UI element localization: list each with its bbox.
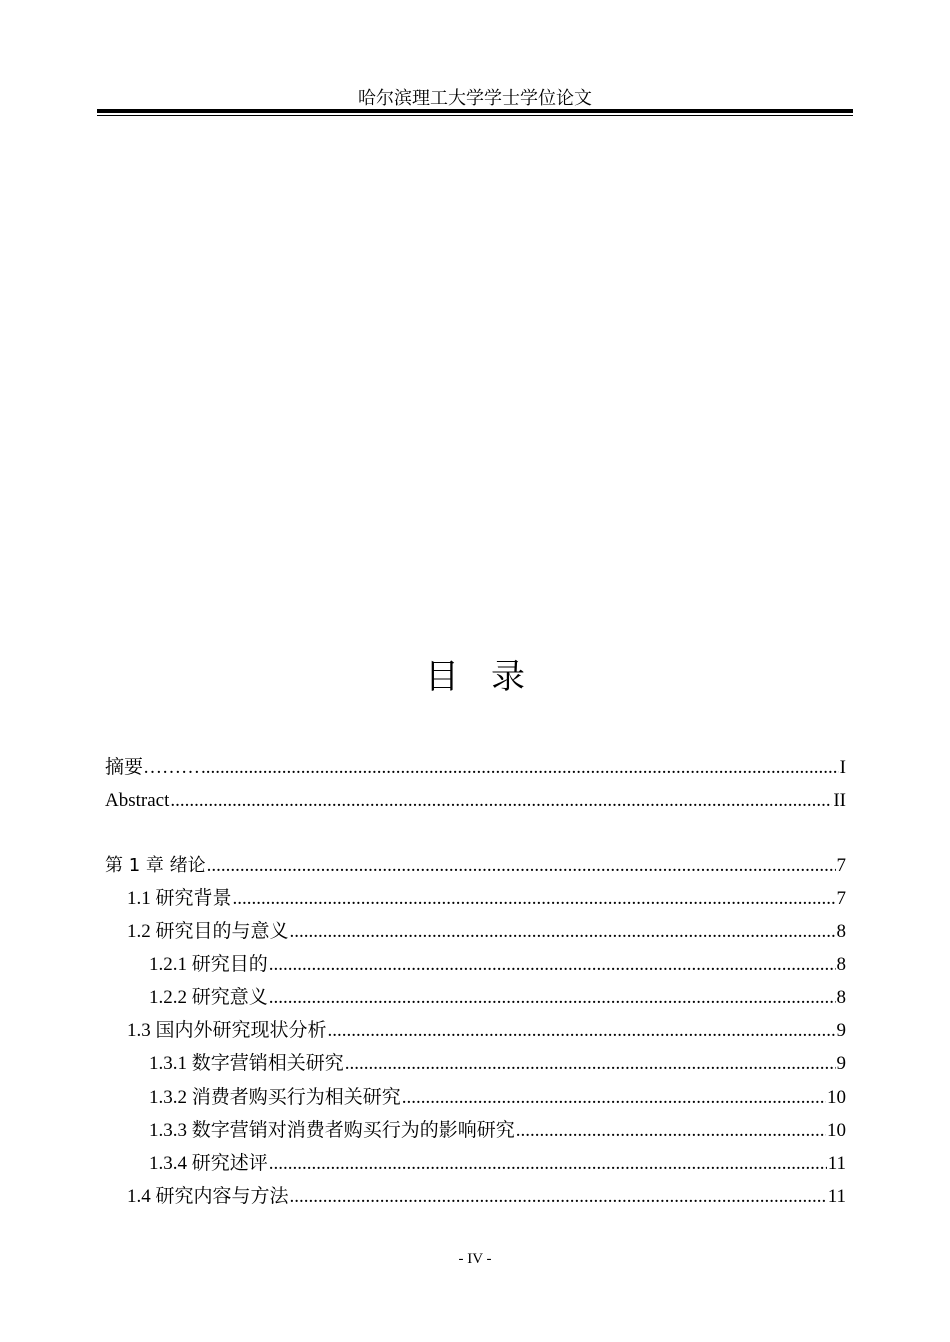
page-number-footer: - IV - [458, 1251, 492, 1267]
running-header: 哈尔滨理工大学学士学位论文 [358, 88, 592, 108]
toc-entry-page: 9 [836, 1020, 846, 1041]
toc-leader-dots [269, 1149, 827, 1179]
toc-entry-text: 1.2.2 研究意义 [149, 987, 268, 1008]
toc-entry-page: II [833, 790, 846, 811]
toc-leader-dots [269, 983, 836, 1013]
toc-entry-text: 1.3.4 研究述评 [149, 1153, 268, 1174]
toc-entry-page: 9 [836, 1053, 846, 1074]
toc-leader-dots [269, 950, 836, 980]
header-rule-thick [97, 109, 853, 113]
toc-entry-text: 1.3.3 数字营销对消费者购买行为的影响研究 [149, 1120, 515, 1141]
toc-leader-dots [290, 917, 836, 947]
toc-entry-page: 10 [827, 1087, 846, 1108]
toc-entry-page: I [839, 757, 846, 778]
toc-entry-text: 1.4 研究内容与方法 [127, 1186, 289, 1207]
toc-leader-dots [170, 786, 832, 816]
toc-entry-1-3-4[interactable] [105, 1149, 846, 1179]
toc-leader-dots [290, 1182, 827, 1212]
toc-entry-1-3[interactable] [105, 1016, 846, 1046]
toc-leader-dots [345, 1049, 836, 1079]
toc-entry-page: 8 [836, 954, 846, 975]
toc-entry-text: 1.3.1 数字营销相关研究 [149, 1053, 344, 1074]
toc-entry-1-3-1[interactable] [105, 1049, 846, 1079]
toc-leader-dots [516, 1116, 826, 1146]
toc-entry-1-3-3[interactable] [105, 1116, 846, 1146]
toc-entry-text: 1.3.2 消费者购买行为相关研究 [149, 1087, 401, 1108]
toc-leader-dots [233, 884, 836, 914]
toc-leader-dots [207, 851, 836, 881]
toc-entry-1-4[interactable] [105, 1182, 846, 1212]
toc-entry-text: 1.2 研究目的与意义 [127, 921, 289, 942]
toc-entry-chapter-1[interactable] [105, 851, 846, 881]
toc-entry-text: 第 1 章 绪论 [105, 855, 206, 876]
toc-entry-text: 1.3 国内外研究现状分析 [127, 1020, 327, 1041]
toc-entry-page: 11 [827, 1153, 846, 1174]
toc-title [0, 655, 950, 699]
toc-entry-text: Abstract [105, 790, 170, 811]
toc-entry-abstract-cn[interactable] [105, 753, 846, 783]
toc-entry-text: 1.2.1 研究目的 [149, 954, 268, 975]
header-rule-thin [97, 115, 853, 116]
toc-entry-abstract-en[interactable] [105, 786, 846, 816]
toc-entry-page: 8 [836, 987, 846, 1008]
toc-entry-1-2[interactable] [105, 917, 846, 947]
toc-entry-text: 1.1 研究背景 [127, 888, 232, 909]
toc-entry-page: 10 [827, 1120, 846, 1141]
toc-leader-dots [402, 1083, 826, 1113]
toc-entry-1-3-2[interactable] [105, 1083, 846, 1113]
toc-leader-dots [201, 753, 839, 783]
toc-title-char: 目 [425, 657, 459, 697]
toc-entry-1-2-1[interactable] [105, 950, 846, 980]
toc-entry-page: 8 [836, 921, 846, 942]
toc-entry-1-1[interactable] [105, 884, 846, 914]
toc-title-char: 录 [491, 657, 525, 697]
toc-entry-text: 摘要……… [105, 757, 201, 778]
toc-entry-page: 7 [836, 888, 846, 909]
toc-entry-page: 11 [827, 1186, 846, 1207]
toc-entry-1-2-2[interactable] [105, 983, 846, 1013]
toc-leader-dots [328, 1016, 836, 1046]
toc-entry-page: 7 [836, 855, 846, 876]
